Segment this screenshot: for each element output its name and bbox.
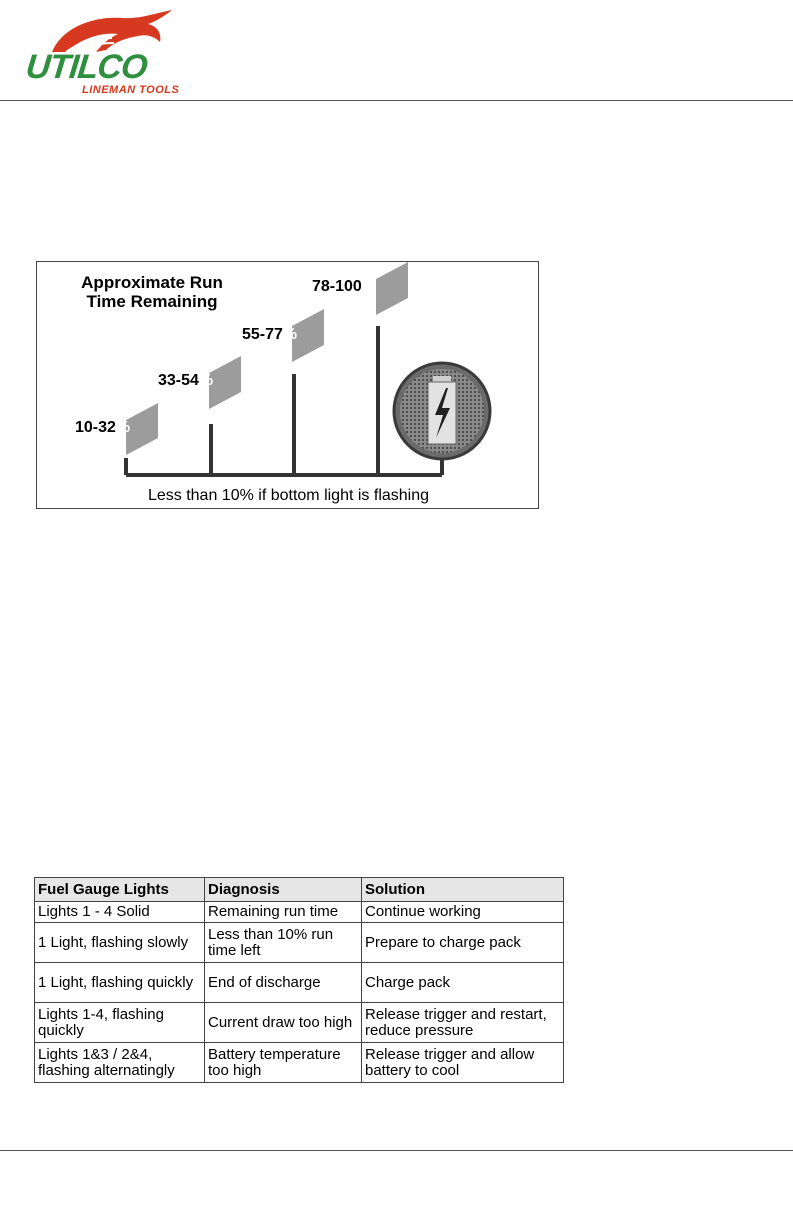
- table-row: [35, 1003, 564, 1043]
- table-cell: Remaining run time: [205, 902, 362, 923]
- table-row: [35, 1043, 564, 1083]
- table-cell: Release trigger and allow battery to cool: [362, 1043, 564, 1083]
- table-cell: Release trigger and restart, reduce pressure: [362, 1003, 564, 1043]
- table-cell: Battery temperature too high: [205, 1043, 362, 1083]
- column-header: Solution: [362, 878, 564, 902]
- table-header-row: [35, 878, 564, 902]
- table-cell: Less than 10% run time left: [205, 923, 362, 963]
- column-header: Diagnosis: [205, 878, 362, 902]
- table-row: [35, 902, 564, 923]
- table-cell: 1 Light, flashing quickly: [35, 963, 205, 1003]
- table-cell: Charge pack: [362, 963, 564, 1003]
- table-cell: Continue working: [362, 902, 564, 923]
- level-tile-1: [126, 403, 158, 455]
- level-tile-2: [209, 356, 241, 409]
- column-header: Fuel Gauge Lights: [35, 878, 205, 902]
- fuel-gauge-table: [34, 877, 564, 1083]
- table-cell: End of discharge: [205, 963, 362, 1003]
- table-cell: Lights 1 - 4 Solid: [35, 902, 205, 923]
- table-cell: Prepare to charge pack: [362, 923, 564, 963]
- table-row: [35, 963, 564, 1003]
- level-tile-4: [376, 262, 408, 315]
- level-label-3: 55-77%: [242, 326, 298, 343]
- logo-wordmark: UTILCO: [24, 48, 149, 86]
- header-rule: [0, 100, 793, 101]
- table-row: [35, 923, 564, 963]
- figure-caption: Less than 10% if bottom light is flashing: [147, 487, 430, 504]
- footer-rule: [0, 1150, 793, 1151]
- level-label-2: 33-54%: [158, 372, 214, 389]
- battery-bolt-icon: [394, 363, 490, 459]
- level-label-1: 10-32%: [75, 419, 131, 436]
- logo-subtitle: LINEMAN TOOLS: [82, 84, 180, 96]
- table-cell: Lights 1-4, flashing quickly: [35, 1003, 205, 1043]
- level-label-4: 78-100%: [312, 278, 377, 295]
- table-cell: Current draw too high: [205, 1003, 362, 1043]
- utilco-logo: [22, 8, 182, 94]
- run-time-figure: [36, 261, 539, 509]
- table-cell: 1 Light, flashing slowly: [35, 923, 205, 963]
- figure-title: Approximate Run Time Remaining: [81, 273, 223, 311]
- table-cell: Lights 1&3 / 2&4, flashing alternatingly: [35, 1043, 205, 1083]
